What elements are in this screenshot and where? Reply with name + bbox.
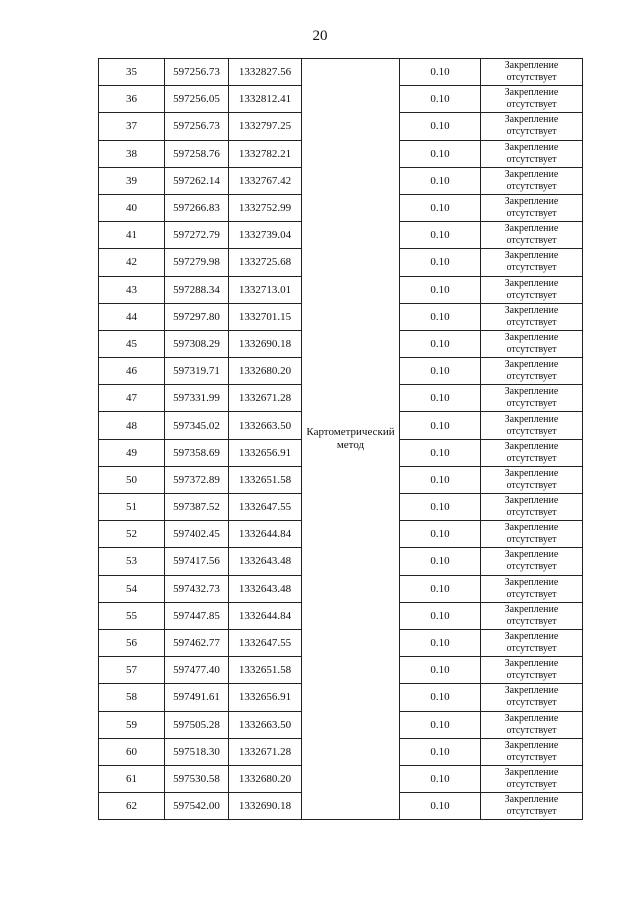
accuracy-cell: 0.10 (400, 303, 481, 330)
y-coordinate-cell: 1332782.21 (229, 140, 302, 167)
point-number-cell: 53 (99, 548, 165, 575)
accuracy-cell: 0.10 (400, 494, 481, 521)
accuracy-cell: 0.10 (400, 140, 481, 167)
y-coordinate-cell: 1332680.20 (229, 765, 302, 792)
fixing-cell: Закрепление отсутствует (481, 466, 583, 493)
y-coordinate-cell: 1332663.50 (229, 711, 302, 738)
point-number-cell: 61 (99, 765, 165, 792)
y-coordinate-cell: 1332680.20 (229, 358, 302, 385)
accuracy-cell: 0.10 (400, 575, 481, 602)
y-coordinate-cell: 1332663.50 (229, 412, 302, 439)
fixing-cell: Закрепление отсутствует (481, 358, 583, 385)
accuracy-cell: 0.10 (400, 548, 481, 575)
accuracy-cell: 0.10 (400, 276, 481, 303)
point-number-cell: 38 (99, 140, 165, 167)
accuracy-cell: 0.10 (400, 738, 481, 765)
y-coordinate-cell: 1332656.91 (229, 439, 302, 466)
y-coordinate-cell: 1332651.58 (229, 657, 302, 684)
point-number-cell: 36 (99, 86, 165, 113)
y-coordinate-cell: 1332671.28 (229, 738, 302, 765)
point-number-cell: 41 (99, 222, 165, 249)
y-coordinate-cell: 1332643.48 (229, 575, 302, 602)
x-coordinate-cell: 597308.29 (165, 330, 229, 357)
fixing-cell: Закрепление отсутствует (481, 412, 583, 439)
y-coordinate-cell: 1332701.15 (229, 303, 302, 330)
y-coordinate-cell: 1332690.18 (229, 330, 302, 357)
accuracy-cell: 0.10 (400, 439, 481, 466)
coordinates-table-body (99, 59, 583, 820)
accuracy-cell: 0.10 (400, 629, 481, 656)
table-row (99, 59, 583, 86)
x-coordinate-cell: 597530.58 (165, 765, 229, 792)
accuracy-cell: 0.10 (400, 521, 481, 548)
fixing-cell: Закрепление отсутствует (481, 793, 583, 820)
x-coordinate-cell: 597256.73 (165, 113, 229, 140)
coordinates-table (98, 58, 583, 820)
x-coordinate-cell: 597258.76 (165, 140, 229, 167)
accuracy-cell: 0.10 (400, 167, 481, 194)
accuracy-cell: 0.10 (400, 330, 481, 357)
fixing-cell: Закрепление отсутствует (481, 494, 583, 521)
point-number-cell: 56 (99, 629, 165, 656)
x-coordinate-cell: 597518.30 (165, 738, 229, 765)
accuracy-cell: 0.10 (400, 765, 481, 792)
y-coordinate-cell: 1332797.25 (229, 113, 302, 140)
x-coordinate-cell: 597462.77 (165, 629, 229, 656)
x-coordinate-cell: 597272.79 (165, 222, 229, 249)
x-coordinate-cell: 597447.85 (165, 602, 229, 629)
accuracy-cell: 0.10 (400, 602, 481, 629)
x-coordinate-cell: 597262.14 (165, 167, 229, 194)
x-coordinate-cell: 597402.45 (165, 521, 229, 548)
accuracy-cell: 0.10 (400, 711, 481, 738)
fixing-cell: Закрепление отсутствует (481, 194, 583, 221)
fixing-cell: Закрепление отсутствует (481, 684, 583, 711)
y-coordinate-cell: 1332713.01 (229, 276, 302, 303)
y-coordinate-cell: 1332827.56 (229, 59, 302, 86)
fixing-cell: Закрепление отсутствует (481, 738, 583, 765)
accuracy-cell: 0.10 (400, 113, 481, 140)
accuracy-cell: 0.10 (400, 684, 481, 711)
page-number: 20 (312, 28, 328, 44)
x-coordinate-cell: 597256.05 (165, 86, 229, 113)
fixing-cell: Закрепление отсутствует (481, 59, 583, 86)
point-number-cell: 40 (99, 194, 165, 221)
x-coordinate-cell: 597319.71 (165, 358, 229, 385)
x-coordinate-cell: 597477.40 (165, 657, 229, 684)
x-coordinate-cell: 597256.73 (165, 59, 229, 86)
accuracy-cell: 0.10 (400, 222, 481, 249)
x-coordinate-cell: 597505.28 (165, 711, 229, 738)
y-coordinate-cell: 1332690.18 (229, 793, 302, 820)
fixing-cell: Закрепление отсутствует (481, 113, 583, 140)
fixing-cell: Закрепление отсутствует (481, 711, 583, 738)
fixing-cell: Закрепление отсутствует (481, 575, 583, 602)
accuracy-cell: 0.10 (400, 385, 481, 412)
point-number-cell: 60 (99, 738, 165, 765)
fixing-cell: Закрепление отсутствует (481, 330, 583, 357)
point-number-cell: 37 (99, 113, 165, 140)
y-coordinate-cell: 1332647.55 (229, 494, 302, 521)
fixing-cell: Закрепление отсутствует (481, 657, 583, 684)
point-number-cell: 50 (99, 466, 165, 493)
fixing-cell: Закрепление отсутствует (481, 765, 583, 792)
point-number-cell: 54 (99, 575, 165, 602)
accuracy-cell: 0.10 (400, 86, 481, 113)
fixing-cell: Закрепление отсутствует (481, 276, 583, 303)
fixing-cell: Закрепление отсутствует (481, 86, 583, 113)
y-coordinate-cell: 1332644.84 (229, 521, 302, 548)
x-coordinate-cell: 597279.98 (165, 249, 229, 276)
point-number-cell: 49 (99, 439, 165, 466)
fixing-cell: Закрепление отсутствует (481, 602, 583, 629)
y-coordinate-cell: 1332752.99 (229, 194, 302, 221)
point-number-cell: 47 (99, 385, 165, 412)
fixing-cell: Закрепление отсутствует (481, 629, 583, 656)
point-number-cell: 39 (99, 167, 165, 194)
point-number-cell: 42 (99, 249, 165, 276)
y-coordinate-cell: 1332647.55 (229, 629, 302, 656)
y-coordinate-cell: 1332739.04 (229, 222, 302, 249)
y-coordinate-cell: 1332767.42 (229, 167, 302, 194)
x-coordinate-cell: 597372.89 (165, 466, 229, 493)
x-coordinate-cell: 597417.56 (165, 548, 229, 575)
fixing-cell: Закрепление отсутствует (481, 222, 583, 249)
y-coordinate-cell: 1332656.91 (229, 684, 302, 711)
point-number-cell: 35 (99, 59, 165, 86)
accuracy-cell: 0.10 (400, 249, 481, 276)
accuracy-cell: 0.10 (400, 59, 481, 86)
x-coordinate-cell: 597358.69 (165, 439, 229, 466)
fixing-cell: Закрепление отсутствует (481, 385, 583, 412)
y-coordinate-cell: 1332644.84 (229, 602, 302, 629)
fixing-cell: Закрепление отсутствует (481, 548, 583, 575)
accuracy-cell: 0.10 (400, 793, 481, 820)
accuracy-cell: 0.10 (400, 657, 481, 684)
point-number-cell: 59 (99, 711, 165, 738)
x-coordinate-cell: 597432.73 (165, 575, 229, 602)
fixing-cell: Закрепление отсутствует (481, 303, 583, 330)
fixing-cell: Закрепление отсутствует (481, 167, 583, 194)
x-coordinate-cell: 597331.99 (165, 385, 229, 412)
point-number-cell: 57 (99, 657, 165, 684)
point-number-cell: 55 (99, 602, 165, 629)
point-number-cell: 43 (99, 276, 165, 303)
y-coordinate-cell: 1332643.48 (229, 548, 302, 575)
point-number-cell: 62 (99, 793, 165, 820)
accuracy-cell: 0.10 (400, 358, 481, 385)
point-number-cell: 51 (99, 494, 165, 521)
point-number-cell: 48 (99, 412, 165, 439)
x-coordinate-cell: 597345.02 (165, 412, 229, 439)
x-coordinate-cell: 597288.34 (165, 276, 229, 303)
fixing-cell: Закрепление отсутствует (481, 140, 583, 167)
x-coordinate-cell: 597297.80 (165, 303, 229, 330)
point-number-cell: 44 (99, 303, 165, 330)
method-cell: Картометрический метод (302, 59, 400, 820)
x-coordinate-cell: 597266.83 (165, 194, 229, 221)
x-coordinate-cell: 597491.61 (165, 684, 229, 711)
y-coordinate-cell: 1332812.41 (229, 86, 302, 113)
y-coordinate-cell: 1332671.28 (229, 385, 302, 412)
fixing-cell: Закрепление отсутствует (481, 521, 583, 548)
point-number-cell: 58 (99, 684, 165, 711)
accuracy-cell: 0.10 (400, 194, 481, 221)
accuracy-cell: 0.10 (400, 412, 481, 439)
fixing-cell: Закрепление отсутствует (481, 439, 583, 466)
point-number-cell: 52 (99, 521, 165, 548)
accuracy-cell: 0.10 (400, 466, 481, 493)
point-number-cell: 45 (99, 330, 165, 357)
point-number-cell: 46 (99, 358, 165, 385)
y-coordinate-cell: 1332651.58 (229, 466, 302, 493)
x-coordinate-cell: 597542.00 (165, 793, 229, 820)
fixing-cell: Закрепление отсутствует (481, 249, 583, 276)
y-coordinate-cell: 1332725.68 (229, 249, 302, 276)
x-coordinate-cell: 597387.52 (165, 494, 229, 521)
